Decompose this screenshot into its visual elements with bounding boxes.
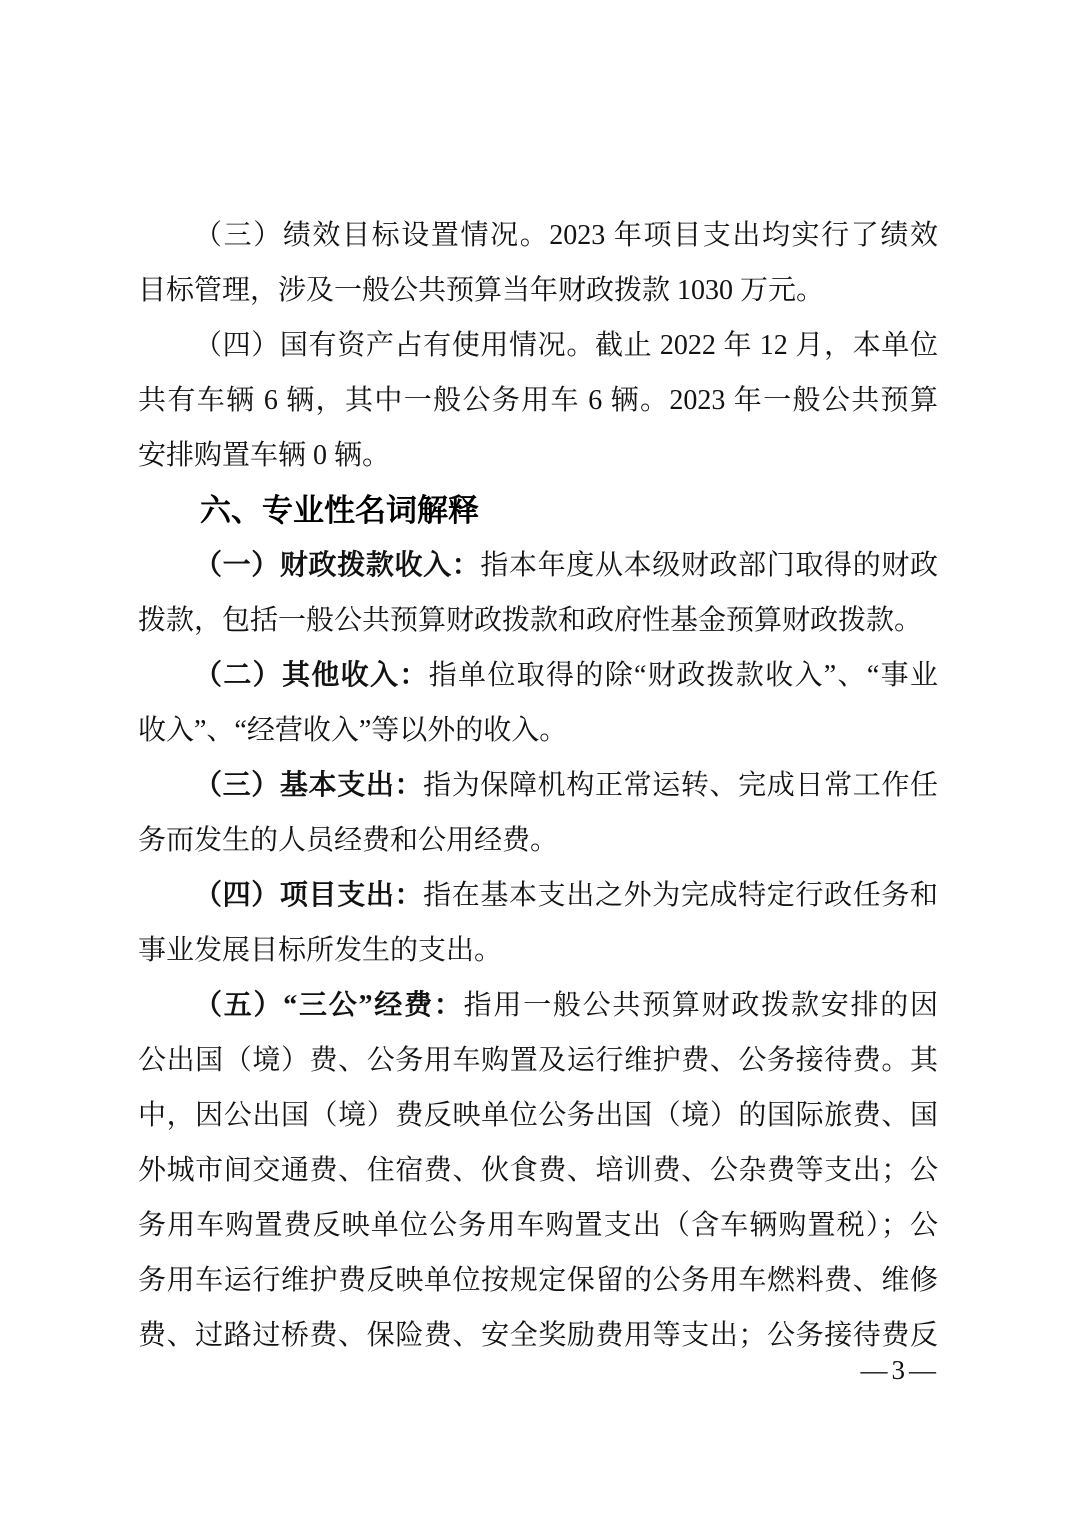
paragraph [138, 318, 938, 483]
paragraph-line: （二）其他收入：指单位取得的除“财政拨款收入”、“事业 [194, 660, 938, 691]
paragraph-line: （四）项目支出：指在基本支出之外为完成特定行政任务和 [194, 880, 938, 911]
paragraph [138, 538, 938, 648]
paragraph-line: 外城市间交通费、住宿费、伙食费、培训费、公杂费等支出；公 [138, 1155, 938, 1186]
term-label: （三）基本支出： [194, 770, 424, 801]
paragraph [138, 758, 938, 868]
paragraph-line: 目标管理，涉及一般公共预算当年财政拨款 1030 万元。 [138, 275, 825, 306]
paragraph-line: （五）“三公”经费：指用一般公共预算财政拨款安排的因 [194, 990, 938, 1021]
page-number: —3— [860, 1355, 940, 1385]
term-label: （五）“三公”经费： [194, 990, 464, 1021]
term-label: （一）财政拨款收入： [194, 550, 481, 581]
paragraph-line: 公出国（境）费、公务用车购置及运行维护费、公务接待费。其 [138, 1045, 938, 1076]
term-label: （二）其他收入： [194, 660, 429, 691]
paragraph-line: 务而发生的人员经费和公用经费。 [138, 825, 559, 856]
paragraph [138, 208, 938, 318]
paragraph-line: 务用车运行维护费反映单位按规定保留的公务用车燃料费、维修 [138, 1265, 938, 1296]
paragraph-line: 务用车购置费反映单位公务用车购置支出（含车辆购置税）；公 [138, 1210, 938, 1241]
paragraph-line: 中，因公出国（境）费反映单位公务出国（境）的国际旅费、国 [138, 1100, 938, 1131]
paragraph-line: 费、过路过桥费、保险费、安全奖励费用等支出；公务接待费反 [138, 1320, 938, 1351]
paragraph-line: （三）绩效目标设置情况。2023 年项目支出均实行了绩效 [194, 220, 938, 251]
paragraph-line: （一）财政拨款收入：指本年度从本级财政部门取得的财政 [194, 550, 938, 581]
paragraph-line: （三）基本支出：指为保障机构正常运转、完成日常工作任 [194, 770, 938, 801]
paragraph-line: 收入”、“经营收入”等以外的收入。 [138, 715, 568, 746]
section-heading: 六、专业性名词解释 [200, 493, 479, 528]
paragraph-line: 共有车辆 6 辆，其中一般公务用车 6 辆。2023 年一般公共预算 [138, 385, 938, 416]
paragraph-line: 拨款，包括一般公共预算财政拨款和政府性基金预算财政拨款。 [138, 605, 923, 636]
paragraph-line: （四）国有资产占有使用情况。截止 2022 年 12 月，本单位 [194, 330, 938, 361]
paragraph-line: 事业发展目标所发生的支出。 [138, 935, 503, 966]
paragraph [138, 648, 938, 758]
paragraph [138, 868, 938, 978]
document-body [138, 208, 938, 1363]
paragraph [138, 978, 938, 1363]
paragraph-line: 安排购置车辆 0 辆。 [138, 440, 391, 471]
term-label: （四）项目支出： [194, 880, 424, 911]
